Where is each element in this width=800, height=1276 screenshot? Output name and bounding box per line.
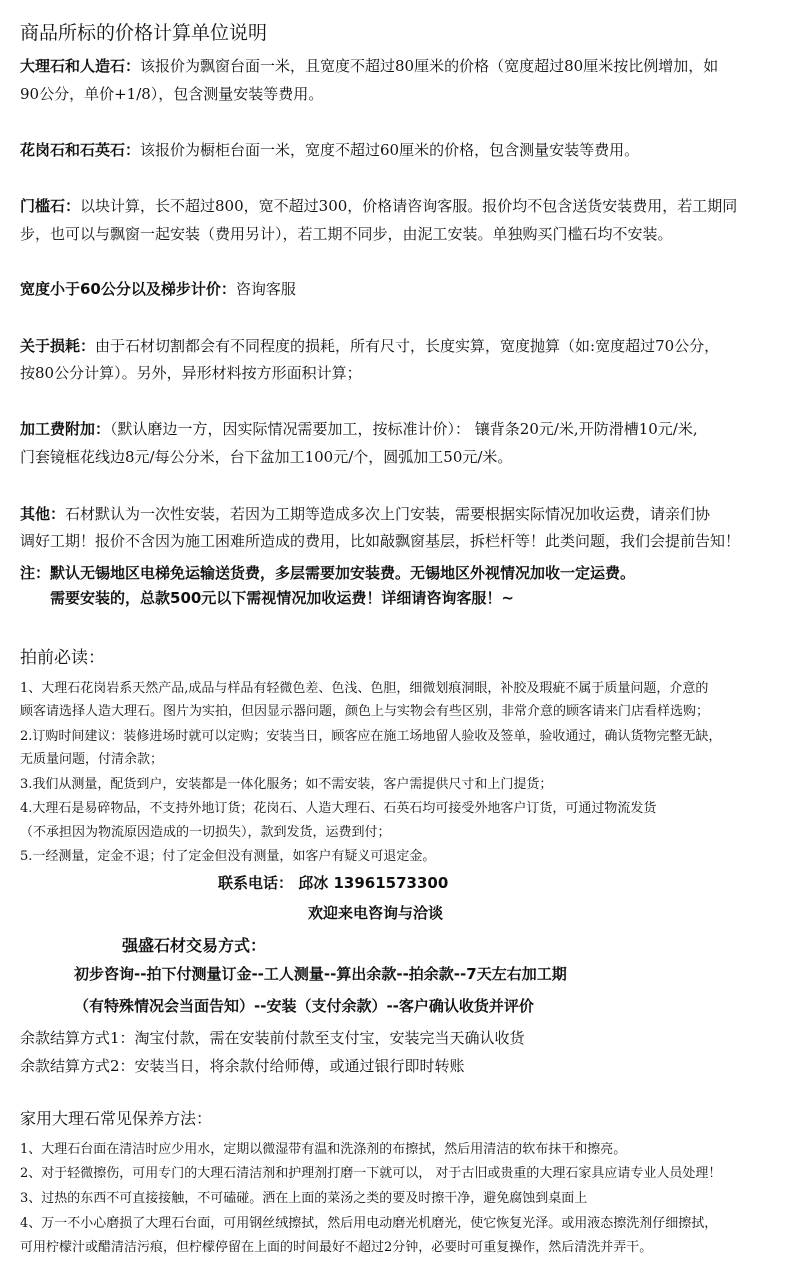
- trade-heading: 强盛石材交易方式：: [122, 936, 267, 955]
- other-line-1: [20, 503, 788, 524]
- loss-text-1: 由于石材切割都会有不同程度的损耗，所有尺寸，长度实算，宽度抛算（如:宽度超过70公分，: [95, 337, 720, 355]
- loss-text-2: 按80公分计算）。另外，异形材料按方形面积计算；: [20, 364, 362, 382]
- trade-flow-1: 初步咨询--拍下付测量订金--工人测量--算出余款--拍余款--7天左右加工期: [74, 965, 567, 983]
- page-title: 商品所标的价格计算单位说明: [20, 22, 268, 44]
- marble-line-1: [20, 55, 788, 76]
- granite-label: 花岗石和石英石：: [20, 141, 141, 159]
- before-buy-line: 3.我们从测量，配货到户，安装都是一体化服务；如不需安装，客户需提供尺寸和上门提货；: [20, 777, 553, 792]
- before-buy-line: 5.一经测量，定金不退；付了定金但没有测量，如客户有疑义可退定金。: [20, 849, 436, 864]
- trade-pay-2: 余款结算方式2：安装当日，将余款付给师傅，或通过银行即时转账: [20, 1057, 465, 1075]
- care-line: 4、万一不小心磨损了大理石台面，可用钢丝绒擦拭，然后用电动磨光机磨光，使它恢复光泽。或用液态擦洗剂仔细擦拭，: [20, 1216, 718, 1231]
- before-buy-line: 4.大理石是易碎物品，不支持外地订货；花岗石、人造大理石、石英石均可接受外地客户订货，可通过物流发货: [20, 801, 657, 816]
- before-buy-heading: 拍前必读：: [20, 648, 105, 668]
- care-line: 2、对于轻微擦伤，可用专门的大理石清洁剂和护理剂打磨一下就可以， 对于古旧或贵重的大理石家具应请专业人员处理！: [20, 1166, 722, 1181]
- granite-line-1: [20, 139, 788, 160]
- narrow-label: 宽度小于60公分以及梯步计价：: [20, 280, 236, 298]
- threshold-label: 门槛石：: [20, 197, 81, 215]
- processing-text-2: 门套镜框花线边8元/每公分米，台下盆加工100元/个，圆弧加工50元/米。: [20, 448, 513, 466]
- care-line: 1、大理石台面在清洁时应少用水，定期以微湿带有温和洗涤剂的布擦拭，然后用清洁的软布抹干和擦亮。: [20, 1142, 627, 1157]
- other-label: 其他：: [20, 505, 66, 523]
- care-line: 3、过热的东西不可直接接触，不可磕碰。洒在上面的菜汤之类的要及时擦干净，避免腐蚀到桌面上: [20, 1191, 588, 1206]
- note-line-2: 需要安装的，总款500元以下需视情况加收运费！详细请咨询客服！~: [50, 589, 514, 607]
- other-text-1: 石材默认为一次性安装，若因为工期等造成多次上门安装，需要根据实际情况加收运费，请亲们协: [65, 505, 711, 523]
- threshold-text-1: 以块计算，长不超过800，宽不超过300，价格请咨询客服。报价均不包含送货安装费用，若工期同: [80, 197, 738, 215]
- note-line-1: 注：默认无锡地区电梯免运输送货费，多层需要加安装费。无锡地区外视情况加收一定运费。: [20, 564, 636, 582]
- marble-label: 大理石和人造石：: [20, 57, 141, 75]
- before-buy-line: 1、大理石花岗岩系天然产品,成品与样品有轻微色差、色浅、色胆，细微划痕洞眼，补胶及瑕疵不属于质量问题，介意的: [20, 681, 709, 696]
- processing-text-1: （默认磨边一方，因实际情况需要加工，按标准计价）： 镶背条20元/米,开防滑槽10元/米,: [110, 420, 698, 438]
- marble-text-2: 90公分，单价+1/8），包含测量安装等费用。: [20, 85, 324, 103]
- marble-text-1: 该报价为飘窗台面一米，且宽度不超过80厘米的价格（宽度超过80厘米按比例增加，如: [140, 57, 719, 75]
- narrow-line-1: [20, 278, 788, 299]
- contact-phone: 联系电话： 邱冰 13961573300: [218, 874, 449, 892]
- care-heading: 家用大理石常见保养方法：: [20, 1109, 213, 1128]
- processing-line-1: [20, 418, 788, 439]
- other-text-2: 调好工期！报价不含因为施工困难所造成的费用，比如敲飘窗基层，拆栏杆等！此类问题，我们会提前告知！: [20, 532, 741, 550]
- processing-label: 加工费附加：: [20, 420, 111, 438]
- granite-text-1: 该报价为橱柜台面一米，宽度不超过60厘米的价格，包含测量安装等费用。: [140, 141, 640, 159]
- loss-line-1: [20, 335, 788, 356]
- before-buy-line: 无质量问题，付清余款；: [20, 752, 164, 767]
- loss-label: 关于损耗：: [20, 337, 96, 355]
- threshold-text-2: 步，也可以与飘窗一起安装（费用另计），若工期不同步，由泥工安装。单独购买门槛石均不安装。: [20, 225, 673, 243]
- trade-pay-1: 余款结算方式1：淘宝付款，需在安装前付款至支付宝，安装完当天确认收货: [20, 1029, 525, 1047]
- narrow-text-1: 咨询客服: [235, 280, 296, 298]
- before-buy-line: 顾客请选择人造大理石。图片为实拍，但因显示器问题，颜色上与实物会有些区别，非常介意的顾客请来门店看样选购；: [20, 704, 710, 719]
- contact-welcome: 欢迎来电咨询与洽谈: [308, 904, 444, 922]
- threshold-line-1: [20, 195, 788, 216]
- care-line: 可用柠檬汁或醋清洁污痕，但柠檬停留在上面的时间最好不超过2分钟，必要时可重复操作，然后清洗并弄干。: [20, 1240, 653, 1255]
- before-buy-line: 2.订购时间建议：装修进场时就可以定购；安装当日，顾客应在施工场地留人验收及签单，验收通过，确认货物完整无缺，: [20, 729, 722, 744]
- before-buy-line: （不承担因为物流原因造成的一切损失），款到发货，运费到付；: [20, 825, 391, 840]
- trade-flow-2: （有特殊情况会当面告知）--安装（支付余款）--客户确认收货并评价: [74, 997, 534, 1015]
